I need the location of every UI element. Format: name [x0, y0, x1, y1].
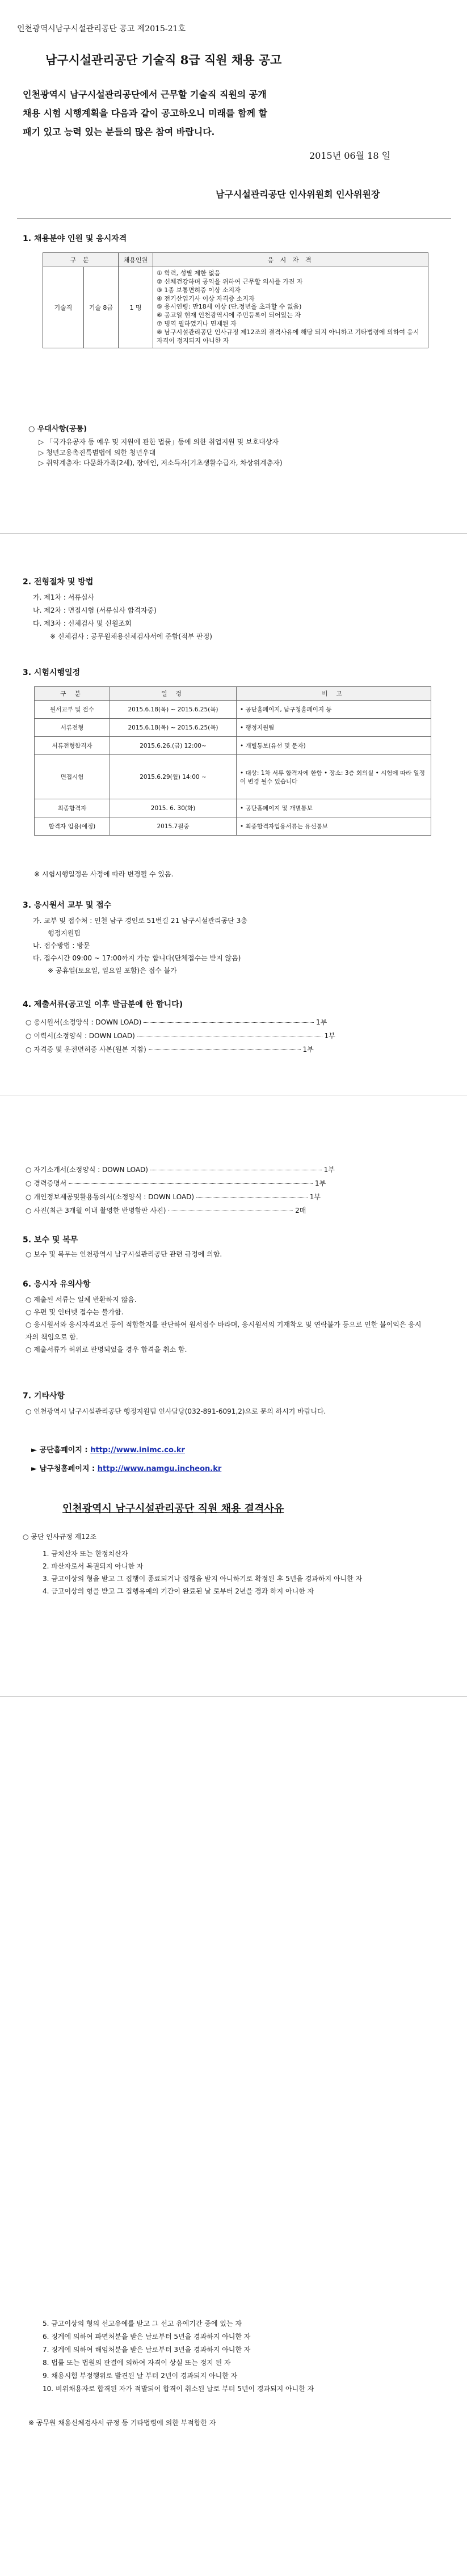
- document-qty: 1부: [316, 1018, 327, 1026]
- application-item: 나. 접수방법 : 방문: [33, 942, 90, 950]
- disqualification-item: 2. 파산자로서 복권되지 아니한 자: [43, 1562, 144, 1570]
- schedule-cell: • 공단홈페이지, 남구청홈페이지 등: [237, 701, 431, 719]
- site-url[interactable]: http://www.inimc.co.kr: [90, 1446, 185, 1454]
- intro-text: 인천광역시 남구시설관리공단에서 근무할 기술직 직원의 공개 채용 시험 시행계획을 다음과 같이 공고하오니 미래를 함께 할 패기 있고 능력 있는 분들의 많은 참여 바랍니다.: [23, 89, 267, 137]
- schedule-cell: 2015.6.29(월) 14:00 ~: [110, 755, 237, 799]
- circle-bullet-icon: ○: [26, 1179, 32, 1187]
- th-division: 구 분: [35, 687, 110, 701]
- disqualification-item: 3. 금고이상의 형을 받고 그 집행이 종료되거나 집행을 받지 아니하기로 확정된 후 5년을 경과하지 아니한 자: [43, 1575, 363, 1583]
- disqualification-item: 4. 금고이상의 형을 받고 그 집행유예의 기간이 완료된 날 로부터 2년을 경과 하지 아니한 자: [43, 1587, 314, 1595]
- selection-step: 다. 제3차 : 신체검사 및 신원조회: [33, 619, 132, 627]
- disqualification-item: 1. 금치산자 또는 한정치산자: [43, 1550, 128, 1558]
- schedule-cell: 합격자 임용(예정): [35, 817, 110, 836]
- section-1-heading: 1. 채용분야 인원 및 응시자격: [23, 234, 127, 243]
- dot-leader: [196, 1197, 308, 1198]
- circle-bullet-icon: ○: [26, 1207, 32, 1215]
- page-title: 남구시설관리공단 기술직 8급 직원 채용 공고: [45, 53, 282, 67]
- section-3-heading: 3. 시험시행일정: [23, 668, 81, 677]
- schedule-cell: 면접시험: [35, 755, 110, 799]
- circle-bullet-icon: ○: [26, 1018, 32, 1026]
- disqualification-item: 7. 징계에 의하여 해임처분을 받은 날로부터 3년을 경과하지 아니한 자: [43, 2346, 251, 2354]
- document-qty: 1부: [314, 1179, 326, 1187]
- circle-bullet-icon: ○: [26, 1032, 32, 1040]
- schedule-cell: • 공단홈페이지 및 개별통보: [237, 799, 431, 817]
- th-remarks: 비 고: [237, 687, 431, 701]
- application-item: 가. 교부 및 접수처 : 인천 남구 경인로 51번길 21 남구시설관리공단 3층: [33, 917, 247, 925]
- schedule-cell: 2015.6.26.(금) 12:00~: [110, 737, 237, 755]
- disqualification-item: 8. 법률 또는 법원의 판결에 의하여 자격이 상실 또는 정지 된 자: [43, 2359, 231, 2367]
- selection-step: 가. 제1차 : 서류심사: [33, 593, 95, 601]
- page-divider: [0, 533, 467, 534]
- preference-item: 「국가유공자 등 예우 및 지원에 관한 법률」등에 의한 취업지원 및 보호대상자: [46, 438, 279, 446]
- schedule-cell: 2015.6.18(목) ~ 2015.6.25(목): [110, 719, 237, 737]
- disqualification-title: 인천광역시 남구시설관리공단 직원 채용 결격사유: [62, 1503, 284, 1515]
- site-label: ► 공단홈페이지 :: [31, 1446, 91, 1454]
- notice-item: ○ 우편 및 인터넷 접수는 불가함.: [26, 1308, 124, 1316]
- selection-steps: [33, 591, 430, 643]
- selection-step: 나. 제2차 : 면접시험 (서류심사 합격자중): [33, 606, 157, 614]
- document-name: 경력증명서: [33, 1179, 67, 1187]
- circle-bullet-icon: ○: [26, 1166, 32, 1174]
- dot-leader: [69, 1183, 313, 1184]
- arrow-bullet-icon: ▷: [39, 448, 44, 457]
- document-qty: 1부: [324, 1032, 335, 1040]
- document-name: 자기소개서(소정양식 : DOWN LOAD): [33, 1166, 148, 1174]
- preference-heading: 우대사항(공통): [37, 425, 87, 433]
- section-7-heading: 6. 응시자 유의사항: [23, 1280, 91, 1289]
- cell-count: 1 명: [119, 267, 153, 348]
- preference-item: 청년고용촉진특별법에 의한 청년우대: [46, 448, 156, 457]
- schedule-cell: • 행정지원팀: [237, 719, 431, 737]
- disqualification-note: ※ 공무원 채용신체검사서 규정 등 기타법령에 의한 부적합한 자: [28, 2419, 216, 2427]
- qual-item: ⑧ 남구시설관리공단 인사규정 제12조의 결격사유에 해당 되지 아니하고 기타법령에 의하여 응시자격이 정지되지 아니한 자: [157, 328, 419, 344]
- header-divider: [17, 218, 451, 219]
- disqualification-list: [43, 1548, 417, 1597]
- notice-items: [26, 1293, 423, 1356]
- schedule-cell: • 개별통보(유선 및 문자): [237, 737, 431, 755]
- disqualification-intro: ○ 공단 인사규정 제12조: [23, 1533, 96, 1541]
- preference-item: 취약계층자: 다문화가족(2세), 장애인, 저소득자(기초생활수급자, 차상위계층자): [46, 459, 283, 467]
- issuer: 남구시설관리공단 인사위원회 인사위원장: [216, 189, 380, 200]
- th-schedule: 일 정: [110, 687, 237, 701]
- schedule-cell: 서류전형: [35, 719, 110, 737]
- pay-text: ○ 보수 및 복무는 인천광역시 남구시설관리공단 관련 규정에 의함.: [26, 1250, 222, 1258]
- document-qty: 1부: [302, 1045, 314, 1053]
- document-name: 사진(최근 3개월 이내 촬영한 반명함판 사진): [33, 1207, 166, 1215]
- disqualification-item: 5. 금고이상의 형의 선고유예를 받고 그 선고 유예기간 중에 있는 자: [43, 2320, 242, 2328]
- schedule-table: [34, 686, 431, 836]
- homepage-link-1: [31, 1444, 185, 1454]
- application-item: ※ 공휴일(토요일, 일요일 포함)은 접수 불가: [48, 967, 177, 975]
- disqualification-item: 6. 징계에 의하여 파면처분을 받은 날로부터 5년을 경과하지 아니한 자: [43, 2333, 251, 2341]
- document-list: [26, 1015, 434, 1056]
- cell-job: 기술직: [43, 267, 84, 348]
- th-division: 구 분: [43, 253, 119, 267]
- arrow-bullet-icon: ▷: [39, 459, 44, 467]
- document-qty: 1부: [309, 1193, 321, 1201]
- disqualification-list-continued: [43, 2317, 417, 2396]
- dot-leader: [149, 1049, 301, 1050]
- schedule-cell: 원서교부 및 접수: [35, 701, 110, 719]
- notice-item: ○ 응시원서와 응시자격요건 등이 적합한지를 판단하여 원서접수 바라며, 응시원서의 기재착오 및 연락불가 등으로 인한 불이익은 응시자의 책임으로 함.: [26, 1321, 422, 1341]
- section-6-heading: 5. 보수 및 복무: [23, 1236, 78, 1245]
- qual-item: ⑥ 공고일 현재 인천광역시에 주민등록이 되어있는 자: [157, 311, 301, 319]
- schedule-note: ※ 시험시행일정은 사정에 따라 변경될 수 있음.: [34, 870, 174, 878]
- disqualification-item: 10. 비위채용자로 합격된 자가 적발되어 합격이 취소된 날로 부터 5년이 경과되지 아니한 자: [43, 2385, 314, 2393]
- section-4-heading: 3. 응시원서 교부 및 접수: [23, 901, 112, 910]
- contact-text: ○ 인천광역시 남구시설관리공단 행정지원팀 인사담당(032-891-6091,2)으로 문의 하시기 바랍니다.: [26, 1407, 326, 1415]
- circle-bullet-icon: ○: [26, 1045, 32, 1053]
- notice-item: ○ 제출된 서류는 일체 반환하지 않음.: [26, 1296, 137, 1304]
- qual-item: ② 신체건강하며 공익을 위하여 근무할 의사를 가진 자: [157, 277, 303, 285]
- circle-bullet-icon: ○: [28, 425, 35, 433]
- document-name: 자격증 및 운전면허증 사본(원본 지참): [33, 1045, 146, 1053]
- schedule-cell: • 대상: 1차 서류 합격자에 한함 • 장소: 3층 회의실 • 시험에 따라 일정이 변경 될수 있습니다: [237, 755, 431, 799]
- homepage-link-2: [31, 1462, 221, 1473]
- site-url[interactable]: http://www.namgu.incheon.kr: [97, 1465, 222, 1473]
- preference-block: [28, 423, 437, 469]
- section-2-heading: 2. 전형절차 및 방법: [23, 577, 94, 587]
- document-name: 개인정보제공및활용동의서(소정양식 : DOWN LOAD): [33, 1193, 195, 1201]
- schedule-cell: 최종합격자: [35, 799, 110, 817]
- document-list-continued: [26, 1163, 434, 1217]
- qual-item: ⑤ 응시연령: 만18세 이상 (단,정년을 초과할 수 없음): [157, 303, 302, 311]
- application-item: 다. 접수시간 09:00 ~ 17:00까지 가능 합니다(단체접수는 받지 않음): [33, 954, 241, 962]
- notice-item: ○ 제출서류가 허위로 판명되었을 경우 합격을 취소 함.: [26, 1346, 187, 1354]
- page-divider: [0, 1696, 467, 1697]
- cell-grade: 기술 8급: [83, 267, 118, 348]
- application-item: 행정지원팀: [48, 929, 81, 937]
- document-name: 이력서(소정양식 : DOWN LOAD): [33, 1032, 135, 1040]
- qual-item: ① 학력, 성별 제한 없음: [157, 269, 221, 277]
- schedule-cell: 서류전형합격자: [35, 737, 110, 755]
- qual-item: ④ 전기산업기사 이상 자격증 소지자: [157, 294, 255, 302]
- document-qty: 1부: [323, 1166, 335, 1174]
- selection-note: ※ 신체검사 : 공무원채용신체검사서에 준함(적부 판정): [50, 633, 212, 640]
- dot-leader: [144, 1022, 314, 1023]
- cell-qualifications: [153, 267, 428, 348]
- site-label: ► 남구청홈페이지 :: [31, 1465, 98, 1473]
- document-name: 응시원서(소정양식 : DOWN LOAD): [33, 1018, 142, 1026]
- schedule-cell: • 최종합격자임용서류는 유선통보: [237, 817, 431, 836]
- document-qty: 2매: [295, 1207, 306, 1215]
- arrow-bullet-icon: ▷: [39, 438, 44, 446]
- section-5-heading: 4. 제출서류(공고일 이후 발급분에 한 합니다): [23, 1000, 183, 1009]
- application-info: [33, 914, 441, 977]
- section-8-heading: 7. 기타사항: [23, 1392, 65, 1401]
- schedule-cell: 2015.7월중: [110, 817, 237, 836]
- circle-bullet-icon: ○: [26, 1193, 32, 1201]
- qual-item: ⑦ 병역 필하였거나 면제된 자: [157, 320, 237, 328]
- schedule-cell: 2015.6.18(목) ~ 2015.6.25(목): [110, 701, 237, 719]
- notice-date: 2015년 06월 18 일: [309, 150, 391, 161]
- disqualification-item: 9. 채용시험 부정행위로 발견된 날 부터 2년이 경과되지 아니한 자: [43, 2372, 238, 2380]
- schedule-cell: 2015. 6. 30(화): [110, 799, 237, 817]
- recruit-table: [43, 252, 428, 348]
- notice-number: 인천광역시남구시설관리공단 공고 제2015-21호: [17, 24, 186, 33]
- th-count: 채용인원: [119, 253, 153, 267]
- th-qualification: 응 시 자 격: [153, 253, 428, 267]
- qual-item: ③ 1종 보통면허증 이상 소지자: [157, 286, 241, 294]
